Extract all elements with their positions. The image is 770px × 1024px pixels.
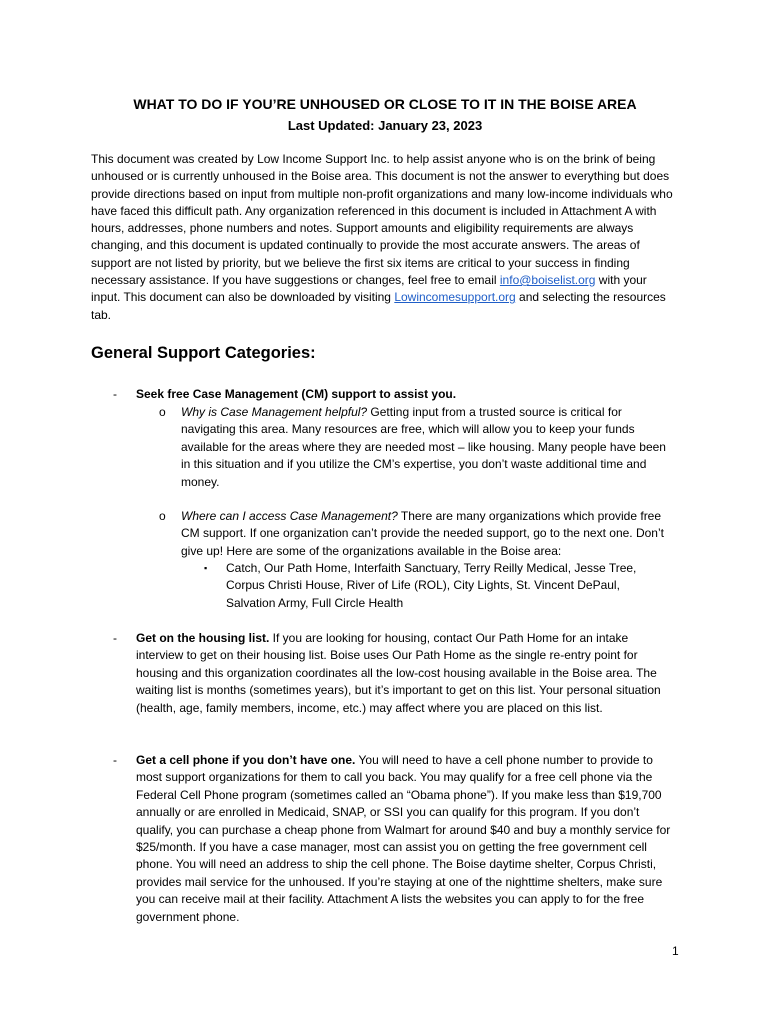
circle-bullet: o [159, 405, 166, 419]
sub-lead: Where can I access Case Management? [181, 509, 398, 523]
square-bullet: ▪ [204, 563, 208, 573]
dash-bullet: - [113, 753, 117, 767]
document-title: WHAT TO DO IF YOU’RE UNHOUSED OR CLOSE TO IT IN THE BOISE AREA [133, 96, 637, 112]
dash-bullet: - [113, 631, 117, 645]
sub-text [181, 508, 673, 560]
section-heading: General Support Categories: [91, 344, 316, 362]
section-text [136, 630, 676, 717]
intro-text-2: with your input. This document can also be downloaded by visiting [91, 273, 647, 305]
organizations-list-item: Catch, Our Path Home, Interfaith Sanctuary, Terry Reilly Medical, Jesse Tree, Corpus Christi House, River of Life (ROL), City Lights, St. Vincent DePaul, Salvation Army, Full Circle Health [226, 561, 637, 610]
section-lead: Seek free Case Management (CM) support to assist you. [136, 387, 457, 401]
section-text [136, 752, 676, 926]
section-text [136, 386, 676, 403]
sub-body: Getting input from a trusted source is critical for navigating this area. Many resources are free, which will allow you to keep your funds available for the areas where they are needed most – like housing. Many people have been in this situation and if you utilize the CM’s expertise, you don’t waste additional time and money. [181, 405, 666, 489]
intro-text-1: This document was created by Low Income Support Inc. to help assist anyone who is on the brink of being unhoused or is currently unhoused in the Boise area. This document is not the answer to everything but does provide directions based on input from multiple non-profit organizations and many low-income individuals who have faced this difficult path. Any organization referenced in this document is included in Attachment A with hours, addresses, phone numbers and notes. Support amounts and eligibility requirements are always changing, and this document is updated continually to provide the most accurate answers. The areas of support are not listed by priority, but we believe the first six items are critical to your success in finding necessary assistance. If you have suggestions or changes, feel free to email [91, 152, 673, 288]
page-number: 1 [672, 944, 679, 958]
email-link[interactable]: info@boiselist.org [499, 273, 596, 288]
sub-body: There are many organizations which provide free CM support. If one organization can’t provide the needed support, go to the next one. Don’t give up! Here are some of the organizations available in the Boise area: [181, 509, 664, 558]
sub-text [181, 404, 673, 491]
intro-text-3: and selecting the resources tab. [91, 290, 666, 322]
section-body: If you are looking for housing, contact Our Path Home for an intake interview to get on their housing list. Boise uses Our Path Home as the single re-entry point for housing and this organization coordinates all the low-cost housing available in the Boise area. The waiting list is months (sometimes years), but it’s important to get on this list. Your personal situation (health, age, family members, income, etc.) may affect where you are placed on this list. [136, 631, 661, 715]
sub-lead: Why is Case Management helpful? [181, 405, 368, 419]
section-lead: Get on the housing list. [136, 631, 270, 645]
dash-bullet: - [113, 387, 117, 401]
section-body: You will need to have a cell phone number to provide to most support organizations for them to call you back. You may qualify for a free cell phone via the Federal Cell Phone program (sometimes called an “Obama phone”). If you make less than $19,700 annually or are enrolled in Medicaid, SNAP, or SSI you can qualify for this program. If you don’t qualify, you can purchase a cheap phone from Walmart for around $40 and buy a monthly service for $25/month. If you have a case manager, most can assist you on getting the free government cell phone. You will need an address to ship the cell phone. The Boise daytime shelter, Corpus Christi, provides mail service for the unhoused. If you’re staying at one of the nighttime shelters, make sure you can receive mail at their facility. Attachment A lists the websites you can apply to for the free government phone. [136, 753, 671, 924]
last-updated: Last Updated: January 23, 2023 [287, 118, 483, 133]
section-lead: Get a cell phone if you don’t have one. [136, 753, 356, 767]
circle-bullet: o [159, 509, 166, 523]
website-link[interactable]: Lowincomesupport.org [394, 290, 516, 305]
intro-paragraph [91, 151, 679, 324]
